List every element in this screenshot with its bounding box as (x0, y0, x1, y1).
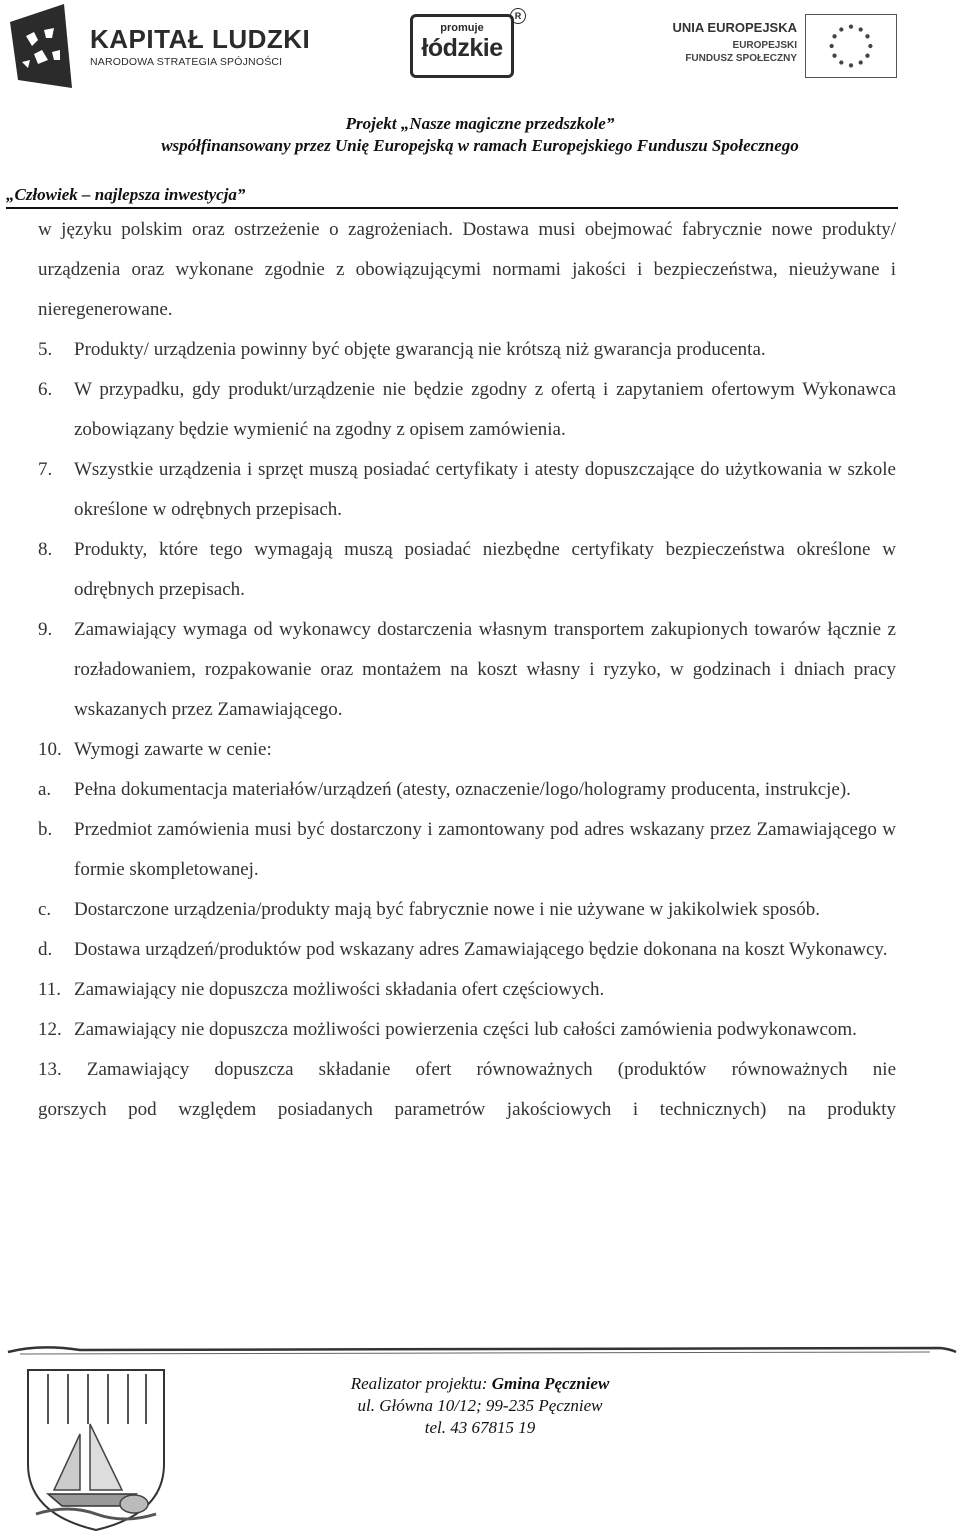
eu-line-1: UNIA EUROPEJSKA (672, 20, 797, 35)
item-text: Produkty/ urządzenia powinny być objęte gwarancją nie krótszą niż gwarancja producenta. (74, 339, 766, 360)
item-number: 8. (38, 539, 53, 560)
list-item (38, 370, 896, 450)
item-number: 12. (38, 1019, 62, 1040)
lodzkie-small-text: promuje (440, 22, 484, 34)
eu-line-2: EUROPEJSKI (732, 40, 797, 51)
realizator-label: Realizator projektu: (350, 1374, 492, 1393)
kapital-ludzki-emblem-icon (4, 2, 78, 90)
item-text: Zamawiający wymaga od wykonawcy dostarczenia własnym transportem zakupionych towarów łącznie z rozładowaniem, rozpakowanie oraz montażem na koszt własny i ryzyko, w godzinach i dniach pracy wskazanych przez Zamawiającego. (74, 619, 896, 720)
item-text: Pełna dokumentacja materiałów/urządzeń (atesty, oznaczenie/logo/hologramy producenta, instrukcje). (74, 779, 851, 800)
kapital-ludzki-logo (4, 2, 311, 90)
item-text: Wszystkie urządzenia i sprzęt muszą posiadać certyfikaty i atesty dopuszczające do użytkowania w szkole określone w odrębnych przepisach. (74, 459, 896, 520)
list-item (38, 730, 896, 770)
footer-realizator (0, 1374, 960, 1394)
footer-address: ul. Główna 10/12; 99-235 Pęczniew (357, 1396, 603, 1415)
item-number: 9. (38, 619, 53, 640)
item-number: a. (38, 779, 52, 800)
header-rule (6, 207, 898, 209)
eu-flag-icon (805, 14, 897, 78)
item-text: Zamawiający nie dopuszcza możliwości powierzenia części lub całości zamówienia podwykonawcom. (74, 1019, 857, 1040)
project-title: Projekt „Nasze magiczne przedszkole” (345, 114, 615, 133)
list-item (38, 930, 896, 970)
list-item (38, 1010, 896, 1050)
list-item (38, 610, 896, 730)
list-item (38, 450, 896, 530)
promuje-lodzkie-logo (410, 8, 528, 78)
item-text: Zamawiający nie dopuszcza możliwości składania ofert częściowych. (74, 979, 605, 1000)
item-number: d. (38, 939, 53, 960)
footer-decorative-rule (0, 1340, 960, 1360)
eu-line-3: FUNDUSZ SPOŁECZNY (685, 53, 797, 64)
item-number: 10. (38, 739, 62, 760)
item-13-line-2: gorszych pod względem posiadanych parametrów jakościowych i technicznych) na produkty (38, 1099, 896, 1120)
list-item (38, 970, 896, 1010)
lodzkie-big-text: łódzkie (421, 34, 503, 62)
item-text: Produkty, które tego wymagają muszą posiadać niezbędne certyfikaty bezpieczeństwa określone w odrębnych przepisach. (74, 539, 896, 600)
list-item (38, 810, 896, 890)
motto: „Człowiek – najlepsza inwestycja” (6, 185, 246, 204)
item-number: b. (38, 819, 53, 840)
item-text: Wymogi zawarte w cenie: (74, 739, 272, 760)
list-item (38, 770, 896, 810)
cofinanced-line: współfinansowany przez Unię Europejską w ramach Europejskiego Funduszu Społecznego (161, 136, 799, 155)
footer-phone: tel. 43 67815 19 (424, 1418, 536, 1437)
item-text: W przypadku, gdy produkt/urządzenie nie będzie zgodny z ofertą i zapytaniem ofertowym Wykonawca zobowiązany będzie wymienić na zgodny z opisem zamówienia. (74, 379, 896, 440)
realizator-name: Gmina Pęczniew (491, 1374, 610, 1393)
list-item (38, 330, 896, 370)
item-13-line-1: 13. Zamawiający dopuszcza składanie ofert równoważnych (produktów równoważnych nie (38, 1059, 896, 1080)
item-number: 5. (38, 339, 53, 360)
header-logos (0, 0, 960, 100)
list-item (38, 530, 896, 610)
eu-logo (672, 14, 925, 80)
intro-paragraph: w języku polskim oraz ostrzeżenie o zagrożeniach. Dostawa musi obejmować fabrycznie nowe produkty/ urządzenia oraz wykonane zgodnie z obowiązującymi normami jakości i bezpieczeństwa, nieużywane i nieregenerowane. (38, 219, 896, 320)
kapital-ludzki-title: KAPITAŁ LUDZKI (90, 24, 311, 54)
item-number: 11. (38, 979, 62, 1000)
item-number: 6. (38, 379, 53, 400)
registered-mark-icon: R (510, 8, 526, 24)
item-text: Dostawa urządzeń/produktów pod wskazany adres Zamawiającego będzie dokonana na koszt Wykonawcy. (74, 939, 888, 960)
item-text: Przedmiot zamówienia musi być dostarczony i zamontowany pod adres wskazany przez Zamawiającego w formie skompletowanej. (74, 819, 896, 880)
kapital-ludzki-subtitle: NARODOWA STRATEGIA SPÓJNOŚCI (90, 56, 283, 68)
item-text: Dostarczone urządzenia/produkty mają być fabrycznie nowe i nie używane w jakikolwiek sposób. (74, 899, 821, 920)
list-item (38, 890, 896, 930)
document-body (38, 210, 896, 1130)
item-number: 7. (38, 459, 53, 480)
item-number: c. (38, 899, 52, 920)
